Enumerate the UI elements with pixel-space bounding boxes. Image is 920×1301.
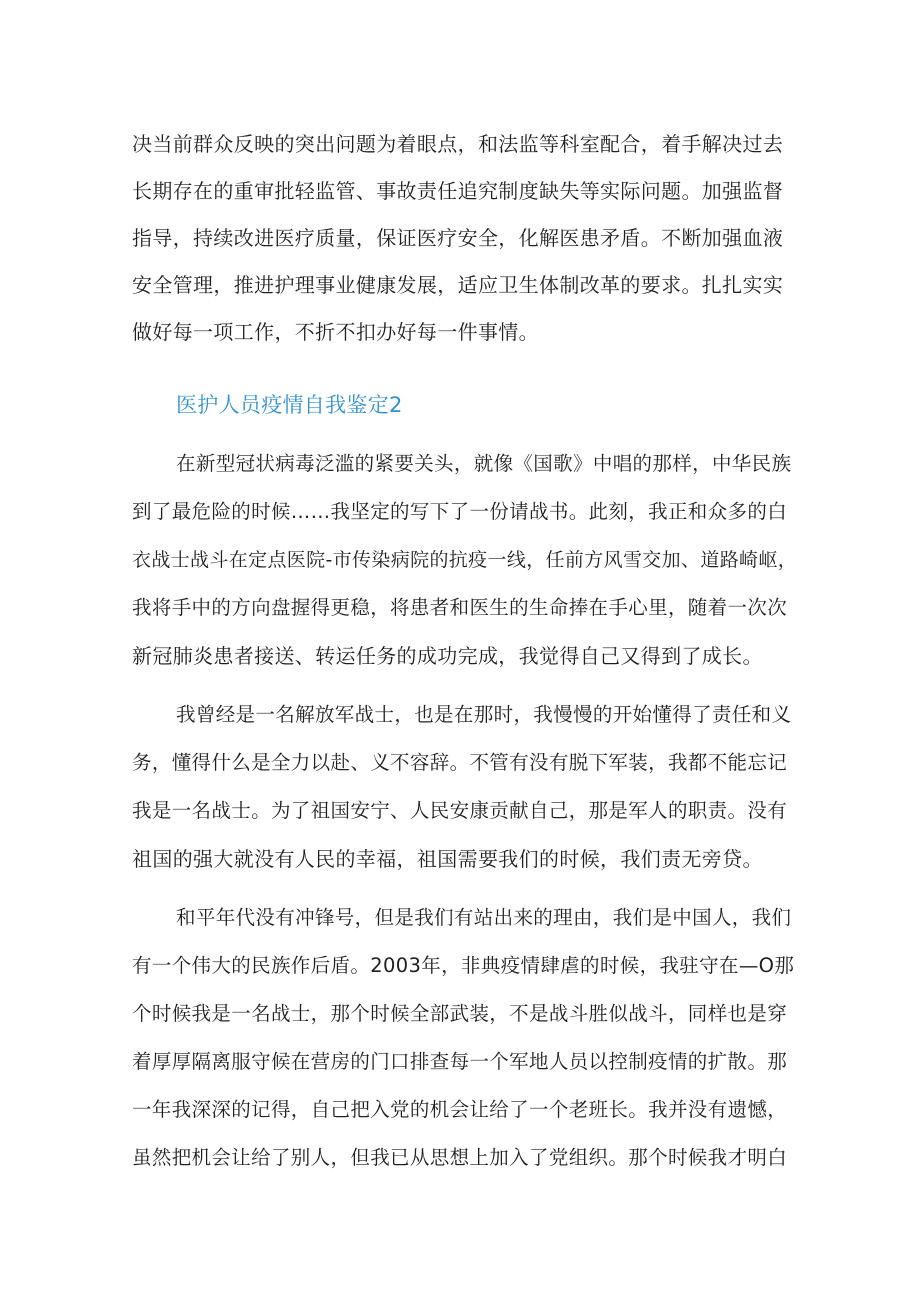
paragraph-line: 我是一名战士。为了祖国安宁、人民安康贡献自己，那是军人的职责。没有 bbox=[132, 799, 788, 822]
section-heading: 医护人员疫情自我鉴定2 bbox=[176, 393, 403, 417]
paragraph-line: 新冠肺炎患者接送、转运任务的成功完成，我觉得自己又得到了成长。 bbox=[132, 644, 763, 668]
paragraph-line: 一年我深深的记得，自己把入党的机会让给了一个老班长。我并没有遗憾， bbox=[132, 1098, 788, 1121]
paragraph-line: 安全管理，推进护理事业健康发展，适应卫生体制改革的要求。扎扎实实 bbox=[132, 273, 784, 297]
paragraph-line: 有一个伟大的民族作后盾。2003年，非典疫情肆虐的时候，我驻守在—O那 bbox=[132, 954, 795, 977]
paragraph-line: 个时候我是一名战士，那个时候全部武装，不是战斗胜似战斗，同样也是穿 bbox=[132, 1002, 788, 1025]
paragraph-line: 着厚厚隔离服守候在营房的门口排查每一个军地人员以控制疫情的扩散。那 bbox=[132, 1050, 788, 1073]
paragraph-line: 我曾经是一名解放军战士，也是在那时，我慢慢的开始懂得了责任和义 bbox=[176, 703, 792, 726]
paragraph-line: 祖国的强大就没有人民的幸福，祖国需要我们的时候，我们责无旁贷。 bbox=[132, 847, 763, 871]
paragraph-line: 和平年代没有冲锋号，但是我们有站出来的理由，我们是中国人，我们 bbox=[176, 906, 792, 929]
paragraph-line: 务，懂得什么是全力以赴、义不容辞。不管有没有脱下军装，我都不能忘记 bbox=[132, 751, 788, 774]
paragraph-line: 在新型冠状病毒泛滥的紧要关头，就像《国歌》中唱的那样，中华民族 bbox=[176, 452, 792, 475]
paragraph-line: 到了最危险的时候……我坚定的写下了一份请战书。此刻，我正和众多的白 bbox=[132, 500, 788, 523]
paragraph-line: 虽然把机会让给了别人，但我已从思想上加入了党组织。那个时候我才明白 bbox=[132, 1146, 788, 1169]
paragraph-line: 衣战士战斗在定点医院-市传染病院的抗疫一线，任前方风雪交加、道路崎岖， bbox=[132, 549, 798, 571]
paragraph-line: 指导，持续改进医疗质量，保证医疗安全，化解医患矛盾。不断加强血液 bbox=[132, 226, 784, 250]
paragraph-line: 我将手中的方向盘握得更稳，将患者和医生的生命捧在手心里，随着一次次 bbox=[132, 596, 788, 619]
paragraph-line: 做好每一项工作，不折不扣办好每一件事情。 bbox=[132, 320, 539, 344]
paragraph-line: 决当前群众反映的突出问题为着眼点，和法监等科室配合，着手解决过去 bbox=[132, 132, 784, 156]
paragraph-line: 长期存在的重审批轻监管、事故责任追究制度缺失等实际问题。加强监督 bbox=[132, 179, 784, 203]
